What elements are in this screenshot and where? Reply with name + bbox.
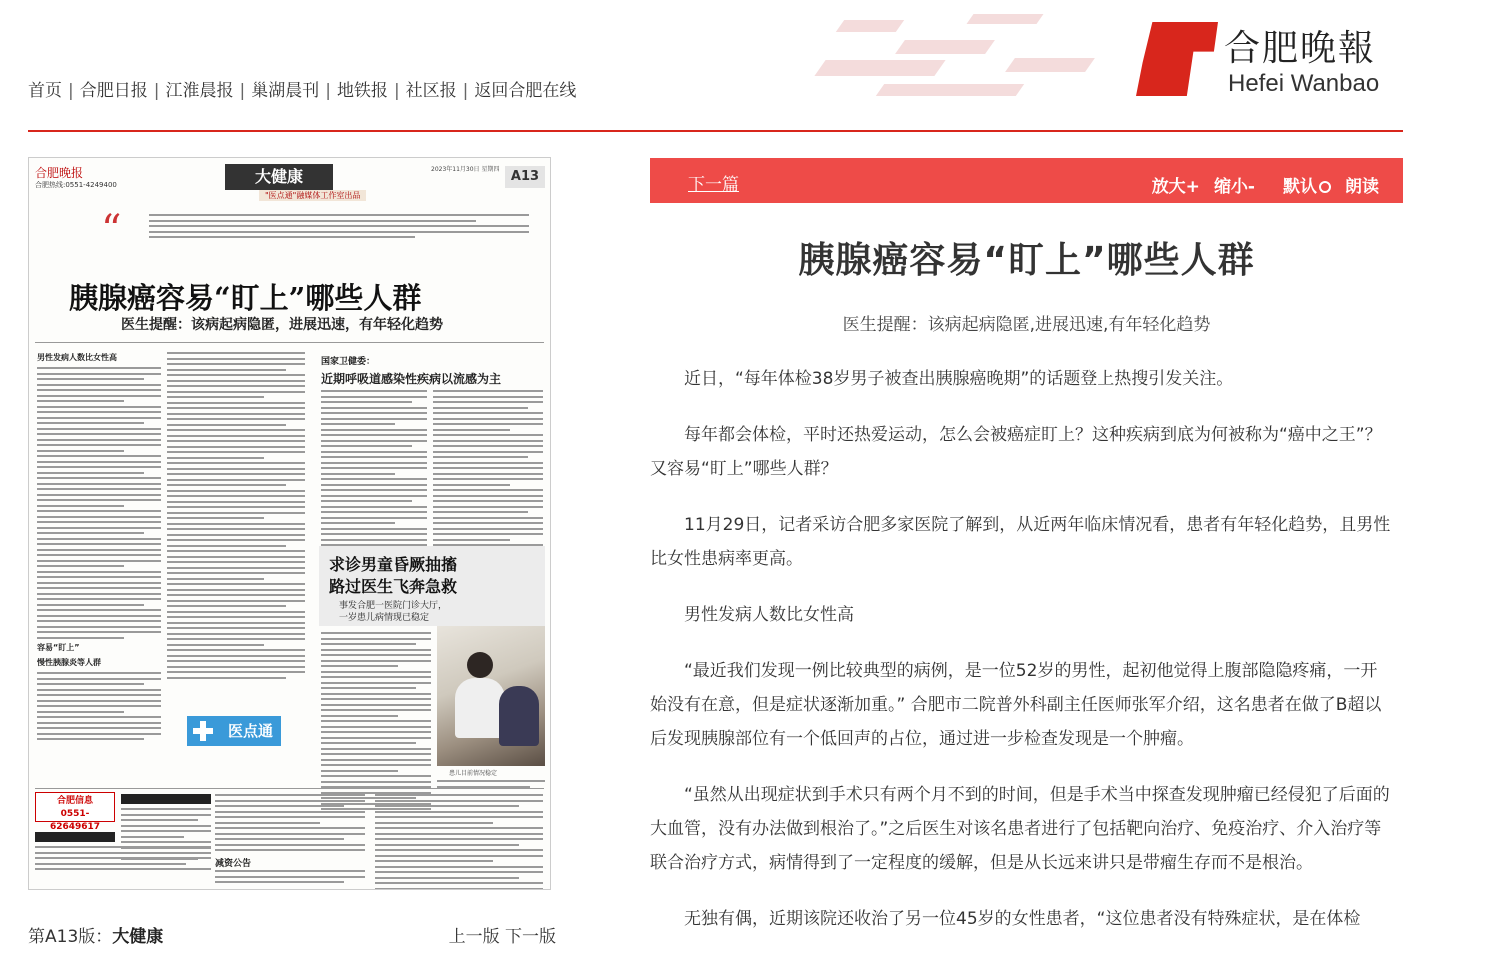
- paper-col-heading: 男性发病人数比女性高: [37, 353, 117, 362]
- paper-box3-col-b: [437, 780, 545, 791]
- edition-pager: [449, 922, 556, 947]
- article-paragraph: 每年都会体检，平时还热爱运动，怎么会被癌症盯上？这种疾病到底为何被称为“癌中之王”？又容易“盯上”哪些人群？: [650, 425, 1382, 479]
- next-article-link[interactable]: 下一篇: [688, 175, 739, 195]
- paper-divider: [35, 342, 544, 343]
- paper-photo: [437, 626, 545, 766]
- paper-ad-brand: [35, 792, 115, 832]
- article-paragraph: 无独有偶，近期该院还收治了另一位45岁的女性患者，“这位患者没有特殊症状，是在体检: [684, 909, 1361, 929]
- paper-column-1: [37, 352, 161, 744]
- paper-section-banner: 大健康: [225, 164, 333, 190]
- paper-headline[interactable]: 胰腺癌容易“盯上”哪些人群: [69, 281, 422, 315]
- nav-hefei-daily[interactable]: 合肥日报: [79, 81, 148, 101]
- site-header: [0, 0, 1489, 132]
- logo-english: Hefei Wanbao: [1228, 70, 1380, 97]
- article-toolbar: [650, 158, 1403, 203]
- article-paragraph: 11月29日，记者采访合肥多家医院了解到，从近两年临床情况看，患者有年轻化趋势，且男性比女性患病率更高。: [650, 515, 1391, 569]
- badge-label: 医点通: [227, 722, 273, 740]
- nav-home[interactable]: 首页: [28, 81, 62, 101]
- article-paragraph: “最近我们发现一例比较典型的病例，是一位52岁的男性，起初他觉得上腹部隐隐疼痛，一开始没有在意，但是症状逐渐加重。” 合肥市二院普外科副主任医师张军介绍，这名患者在做了B超以后发现胰腺部位有一个低回声的占位，通过进一步检查发现是一个肿瘤。: [650, 661, 1382, 749]
- default-size-button[interactable]: [1269, 177, 1331, 197]
- paper-box2-col-a: [321, 390, 427, 555]
- paper-box3-col-a: [321, 632, 431, 814]
- paper-box3-sub-1: 事发合肥一医院门诊大厅，: [339, 601, 448, 611]
- page-edition-footer: [28, 922, 556, 946]
- read-aloud-button[interactable]: 朗读: [1345, 177, 1379, 197]
- paper-box3-header[interactable]: [319, 546, 545, 626]
- newspaper-page-thumbnail[interactable]: [28, 157, 551, 890]
- paper-col-heading: 容易“盯上”: [37, 643, 80, 652]
- paper-studio-tag: "医点通"融媒体工作室出品: [259, 190, 366, 201]
- nav-community-paper[interactable]: 社区报: [405, 81, 457, 101]
- ad-block: [121, 794, 211, 804]
- site-logo[interactable]: [1136, 20, 1406, 100]
- nav-back-hefei-online[interactable]: 返回合肥在线: [474, 81, 577, 101]
- quote-mark-icon: “: [101, 207, 122, 253]
- zoom-out-button[interactable]: 缩小-: [1213, 177, 1255, 197]
- medical-cross-icon: [193, 721, 213, 741]
- paper-page-number: A13: [505, 166, 545, 188]
- reset-circle-icon: [1319, 181, 1331, 193]
- paper-col-heading: 慢性胰腺炎等人群: [37, 658, 101, 667]
- paper-box3-headline-2: 路过医生飞奔急救: [329, 577, 458, 596]
- ad-notice-title: 减资公告: [215, 859, 252, 869]
- paper-column-2: [167, 352, 305, 682]
- logo-mark-icon: [1136, 22, 1218, 96]
- ad-text: [215, 870, 365, 887]
- paper-box2-kicker: 国家卫健委：: [321, 357, 376, 367]
- header-divider: [28, 130, 1403, 132]
- reader-tools: [1138, 172, 1379, 197]
- top-nav: 首页 | 合肥日报 | 江淮晨报 | 巢湖晨刊 | 地铁报 | 社区报 | 返回合肥在线: [28, 81, 577, 101]
- paper-box2-col-b: [433, 390, 543, 555]
- article-paragraph: 近日，“每年体检38岁男子被查出胰腺癌晚期”的话题登上热搜引发关注。: [684, 369, 1234, 389]
- zoom-in-button[interactable]: 放大+: [1151, 177, 1200, 197]
- paper-box2-headline[interactable]: 近期呼吸道感染性疾病以流感为主: [321, 372, 502, 386]
- ad-brand-phone: 0551-62649617: [49, 809, 101, 832]
- ad-text: [375, 794, 543, 890]
- nav-metro-paper[interactable]: 地铁报: [336, 81, 388, 101]
- edition-prefix: 第A13版：: [28, 927, 113, 947]
- nav-chaohu-morning[interactable]: 巢湖晨刊: [251, 81, 320, 101]
- ad-text: [215, 794, 365, 855]
- prev-edition-link[interactable]: 上一版: [448, 927, 500, 947]
- ad-brand-name: 合肥信息: [56, 796, 93, 806]
- default-size-label: 默认: [1283, 177, 1317, 197]
- article-subtitle: 医生提醒：该病起病隐匿,进展迅速,有年轻化趋势: [842, 315, 1211, 335]
- article-paragraph: “虽然从出现症状到手术只有两个月不到的时间，但是手术当中探查发现肿瘤已经侵犯了后面的大血管，没有办法做到根治了。”之后医生对该名患者进行了包括靶向治疗、免疫治疗、介入治疗等联合治疗方式，病情得到了一定程度的缓解，但是从长远来讲只是带瘤生存而不是根治。: [650, 785, 1390, 873]
- paper-box3-sub-2: 一岁患儿病情现已稳定: [339, 613, 430, 623]
- paper-ads-divider: [35, 788, 544, 789]
- paper-ads-area: [35, 792, 544, 886]
- edition-label: [28, 922, 163, 947]
- article-title: 胰腺癌容易“盯上”哪些人群: [798, 240, 1255, 281]
- logo-chinese: 合肥晚報: [1224, 28, 1377, 69]
- article-body: [650, 362, 1393, 958]
- edition-section: 大健康: [112, 927, 164, 947]
- next-edition-link[interactable]: 下一版: [505, 927, 556, 947]
- paper-phone: 合肥热线:0551-4249400: [35, 181, 117, 189]
- paper-lead-text: [149, 214, 529, 260]
- nav-jianghuai-morning[interactable]: 江淮晨报: [165, 81, 234, 101]
- paper-photo-caption: 患儿目前情况稳定: [449, 770, 498, 777]
- paper-masthead: 合肥晚报: [35, 166, 84, 180]
- paper-box3-headline-1: 求诊男童昏厥抽搐: [329, 555, 458, 574]
- ad-text: [35, 846, 211, 874]
- paper-date: 2023年11月30日 星期四: [431, 166, 500, 173]
- article-section-heading: 男性发病人数比女性高: [684, 605, 854, 625]
- paper-subhead: 医生提醒：该病起病隐匿，进展迅速，有年轻化趋势: [121, 317, 443, 333]
- ad-block: [35, 832, 115, 842]
- yidiantong-badge: [187, 716, 281, 746]
